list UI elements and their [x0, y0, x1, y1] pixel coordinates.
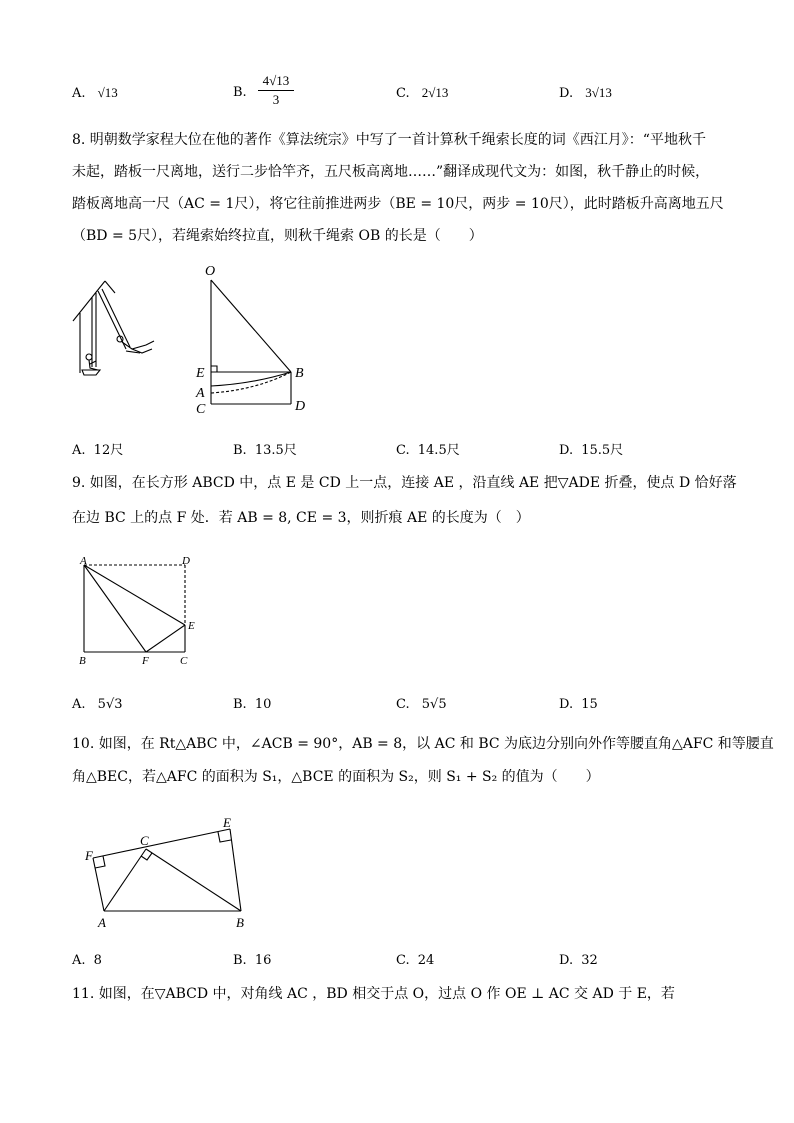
q10-line-2: 角△BEC，若△AFC 的面积为 S₁，△BCE 的面积为 S₂，则 S₁ + S₂ 的值为（ ） — [72, 769, 600, 785]
q9-option-c — [396, 696, 447, 714]
q9-option-d-label: D. — [559, 697, 574, 712]
rope-right-2 — [102, 289, 130, 347]
label-a: A — [80, 555, 87, 567]
q8-option-c-value: 14.5尺 — [417, 443, 460, 458]
q11-line-1: 11. 如图，在▽ABCD 中，对角线 AC ，BD 相交于点 O，过点 O 作 OE ⊥ AC 交 AD 于 E，若 — [72, 986, 675, 1002]
right-angle-e — [211, 366, 217, 372]
label-e: E — [223, 815, 231, 830]
q7-option-a — [72, 84, 118, 103]
q8-option-b — [233, 442, 297, 460]
swing-frame-top — [105, 281, 115, 293]
label-f: F — [142, 655, 149, 667]
label-e: E — [196, 366, 205, 381]
q8-option-b-label: B. — [233, 443, 247, 458]
label-b: B — [295, 366, 304, 381]
rope-right-1 — [98, 291, 126, 349]
q10-option-c — [396, 952, 434, 970]
label-d: D — [295, 399, 306, 414]
q7-option-d-label: D. — [559, 86, 574, 101]
q10-option-d — [559, 952, 598, 970]
crease-ae — [84, 565, 185, 625]
q10-option-d-value: 32 — [581, 953, 598, 968]
q9-option-c-value: 5√5 — [421, 697, 447, 712]
q10-option-a-label: A. — [72, 953, 86, 968]
label-b: B — [236, 915, 244, 930]
q9-option-b — [233, 696, 271, 714]
segment-fe — [146, 625, 185, 652]
label-a: A — [196, 386, 205, 401]
q8-option-b-value: 13.5尺 — [254, 443, 297, 458]
q7-option-c — [396, 84, 448, 103]
q9-option-a-value: 5√3 — [97, 697, 123, 712]
segment-fa — [93, 858, 104, 911]
swing-seat-left — [82, 370, 100, 375]
q8-option-d-value: 15.5尺 — [581, 443, 624, 458]
label-e: E — [188, 620, 195, 632]
q7-option-b — [233, 84, 247, 102]
segment-ob — [211, 280, 291, 372]
q7-option-d-value: 3√13 — [585, 85, 612, 100]
q8-option-a — [72, 442, 123, 460]
q10-option-a-value: 8 — [93, 953, 102, 968]
label-b: B — [79, 655, 86, 667]
q9-option-a-label: A. — [72, 697, 86, 712]
q7-option-d — [559, 84, 612, 103]
q9-option-a — [72, 696, 123, 714]
person-sitting-body — [89, 360, 98, 370]
q9-line-2: 在边 BC 上的点 F 处．若 AB = 8, CE = 3，则折痕 AE 的长度为（ ） — [72, 510, 530, 526]
q8-option-d-label: D. — [559, 443, 574, 458]
q9-option-c-label: C. — [396, 697, 410, 712]
right-angle-e — [218, 832, 231, 842]
q7-option-b-denominator: 3 — [258, 90, 294, 108]
q10-triangle-figure — [82, 812, 257, 934]
swing-frame-left — [73, 281, 105, 321]
q7-option-b-fraction — [254, 72, 298, 108]
q10-option-b-label: B. — [233, 953, 247, 968]
q8-swing-sketch — [68, 275, 163, 385]
q8-line-1: 8. 明朝数学家程大位在他的著作《算法统宗》中写了一首计算秋千绳索长度的词《西江月》：“平地秋千 — [72, 132, 706, 148]
segment-eb — [230, 829, 241, 911]
q7-option-b-numerator: 4√13 — [262, 73, 290, 88]
segment-ac — [104, 849, 146, 911]
q8-geometry-figure — [190, 258, 320, 418]
q7-option-a-label: A. — [72, 86, 86, 101]
q8-option-c-label: C. — [396, 443, 410, 458]
q8-option-a-value: 12尺 — [93, 443, 124, 458]
q9-option-b-label: B. — [233, 697, 247, 712]
q10-line-1: 10. 如图，在 Rt△ABC 中，∠ACB = 90°，AB = 8，以 AC 和 BC 为底边分别向外作等腰直角△AFC 和等腰直 — [72, 736, 774, 752]
q10-option-c-label: C. — [396, 953, 410, 968]
q7-option-b-label: B. — [233, 85, 247, 100]
q10-option-b-value: 16 — [254, 953, 272, 968]
q9-option-d — [559, 696, 598, 714]
q7-option-c-label: C. — [396, 86, 410, 101]
q8-option-a-label: A. — [72, 443, 86, 458]
arc-solid — [211, 372, 291, 386]
q8-line-4: （BD = 5尺），若绳索始终拉直，则秋千绳索 OB 的长是（ ） — [72, 228, 483, 244]
q8-option-d — [559, 442, 623, 460]
label-c: C — [140, 833, 149, 848]
segment-af — [84, 565, 146, 652]
q9-option-b-value: 10 — [254, 697, 272, 712]
label-f: F — [85, 848, 93, 863]
label-c: C — [180, 655, 188, 667]
q8-line-3: 踏板离地高一尺（AC = 1尺），将它往前推进两步（BE = 10尺，两步 = 10尺），此时踏板升高离地五尺 — [72, 196, 724, 212]
q8-line-2: 未起，踏板一尺离地，送行二步恰竿齐，五尺板高离地……”翻译成现代文为：如图，秋千静止的时候， — [72, 164, 710, 180]
person-sitting-head — [86, 354, 92, 360]
segment-cb — [146, 849, 241, 911]
q9-line-1: 9. 如图，在长方形 ABCD 中，点 E 是 CD 上一点，连接 AE ，沿直线 AE 把▽ADE 折叠，使点 D 恰好落 — [72, 475, 737, 491]
label-a: A — [98, 915, 106, 930]
q7-option-a-value: √13 — [97, 85, 118, 100]
label-o: O — [205, 264, 216, 279]
q10-option-d-label: D. — [559, 953, 574, 968]
q10-option-a — [72, 952, 102, 970]
q7-option-c-value: 2√13 — [421, 85, 449, 100]
q9-rectangle-figure — [72, 552, 207, 672]
label-d: D — [182, 555, 190, 567]
q8-option-c — [396, 442, 460, 460]
line-fce — [93, 829, 230, 858]
q10-option-b — [233, 952, 271, 970]
label-c: C — [196, 402, 206, 417]
q9-option-d-value: 15 — [581, 697, 598, 712]
q10-option-c-value: 24 — [417, 953, 435, 968]
